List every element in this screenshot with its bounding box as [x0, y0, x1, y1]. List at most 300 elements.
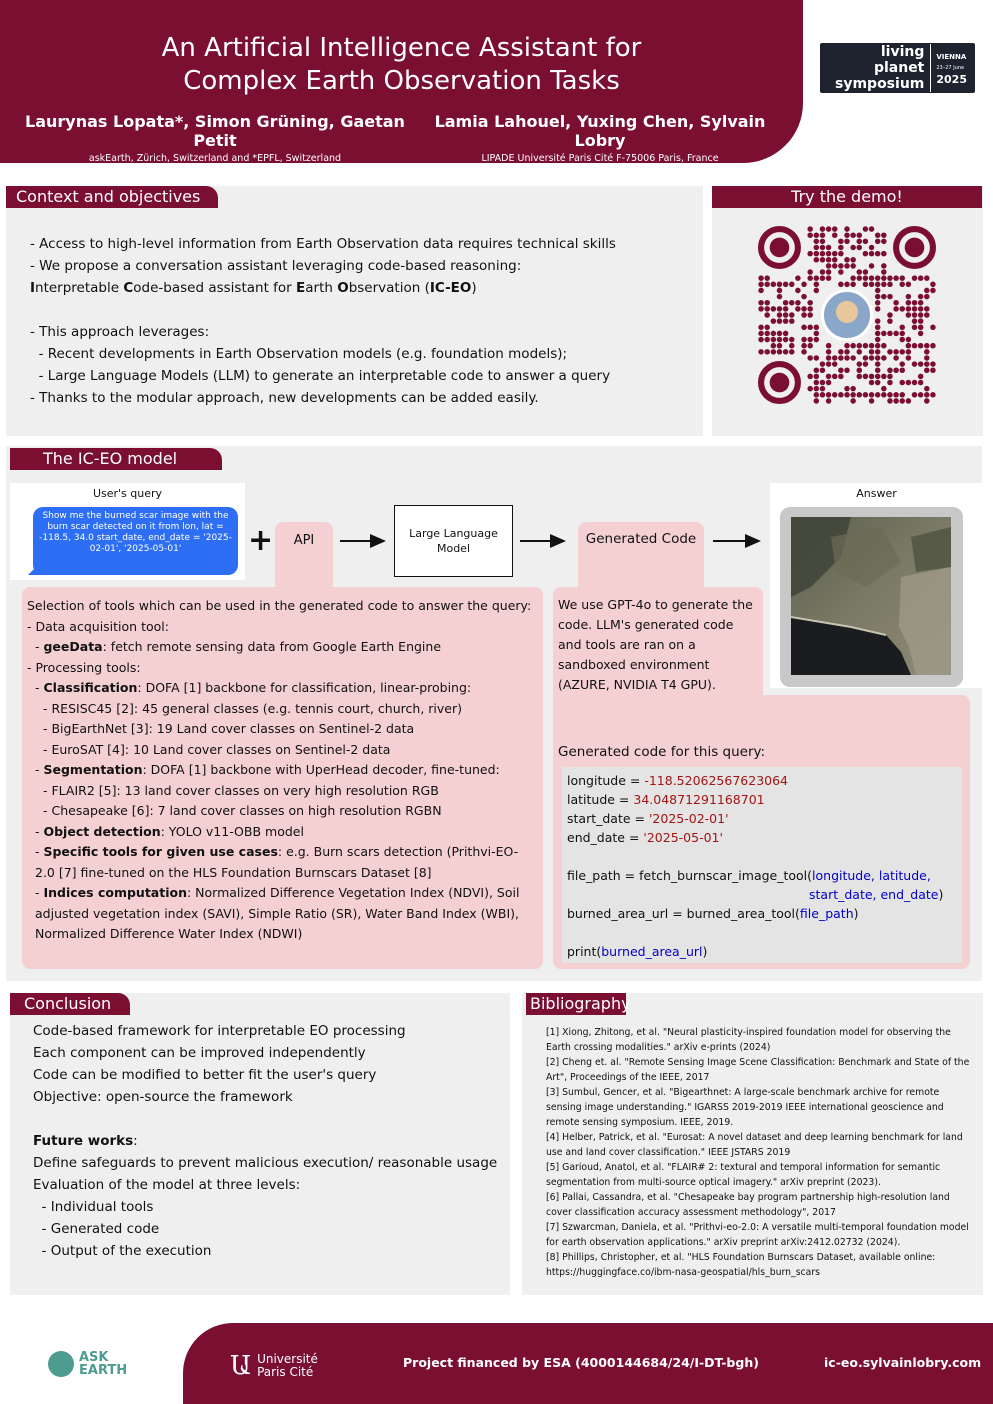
- qr-dot: [924, 306, 930, 312]
- context-line: - Recent developments in Earth Observation models (e.g. foundation models);: [30, 346, 568, 362]
- query-bubble: Show me the burned scar image with the burn scar detected on it from lon, lat = -118.5, 34.0 start_date, end_date = '2025-02-01', '2025-05-01': [33, 507, 238, 575]
- qr-dot: [764, 300, 770, 306]
- authors-right: [420, 112, 780, 164]
- qr-dot: [863, 275, 869, 281]
- qr-dot: [906, 312, 912, 318]
- qr-dot: [924, 392, 930, 398]
- qr-dot: [899, 325, 905, 331]
- qr-dot: [795, 300, 801, 306]
- qr-dot: [758, 337, 764, 343]
- qr-dot: [893, 275, 899, 281]
- qr-dot: [826, 343, 832, 349]
- qr-dot: [777, 343, 783, 349]
- upc-line-2: Paris Cité: [257, 1365, 314, 1379]
- qr-dot: [924, 398, 930, 404]
- qr-dot: [881, 232, 887, 238]
- qr-dot: [820, 239, 826, 245]
- tools-item: - Object detection: YOLO v11-OBB model: [35, 823, 304, 839]
- reference-item: [6] Pallai, Cassandra, et al. "Chesapeake bay program partnership high-resolution land cover classification accuracy assessment methodology", 2017: [546, 1192, 950, 1218]
- tools-item: - EuroSAT [4]: 10 Land cover classes on Sentinel-2 data: [43, 741, 391, 757]
- qr-dot: [783, 300, 789, 306]
- qr-dot: [893, 367, 899, 373]
- qr-dot: [857, 275, 863, 281]
- qr-dot: [857, 361, 863, 367]
- qr-dot: [764, 337, 770, 343]
- qr-dot: [863, 361, 869, 367]
- qr-dot: [844, 257, 850, 263]
- bibliography-list: [546, 1025, 974, 1280]
- qr-dot: [764, 275, 770, 281]
- ask-logo-line-2: EARTH: [79, 1363, 128, 1378]
- qr-dot: [875, 318, 881, 324]
- burn-scar-satellite-image: [791, 517, 951, 675]
- qr-dot: [881, 343, 887, 349]
- context-line: - We propose a conversation assistant leveraging code-based reasoning:: [30, 258, 522, 274]
- qr-dot: [869, 349, 875, 355]
- logo-line-2: symposium: [835, 76, 925, 92]
- qr-dot: [899, 337, 905, 343]
- authors-names-right: Lamia Lahouel, Yuxing Chen, Sylvain Lobry: [434, 112, 766, 150]
- qr-dot: [912, 300, 918, 306]
- qr-dot: [875, 374, 881, 380]
- qr-dot: [826, 275, 832, 281]
- qr-dot: [893, 398, 899, 404]
- qr-dot: [777, 288, 783, 294]
- qr-dot: [820, 251, 826, 257]
- qr-dot: [887, 380, 893, 386]
- qr-dot: [838, 245, 844, 251]
- qr-dot: [869, 275, 875, 281]
- qr-dot: [838, 263, 844, 269]
- reference-item: [5] Garioud, Anatol, et al. "FLAIR# 2: textural and temporal information for semantic segmentation from multi-source optical imagery." arXiv preprint (2023).: [546, 1162, 941, 1188]
- qr-dot: [881, 386, 887, 392]
- qr-dot: [869, 251, 875, 257]
- qr-dot: [783, 282, 789, 288]
- qr-dot: [814, 325, 820, 331]
- query-label: User's query: [92, 487, 163, 500]
- qr-dot: [801, 325, 807, 331]
- qr-dot: [869, 282, 875, 288]
- qr-dot: [887, 318, 893, 324]
- qr-dot: [881, 251, 887, 257]
- qr-dot: [777, 337, 783, 343]
- conclusion-body: [33, 1020, 503, 1262]
- qr-dot: [826, 257, 832, 263]
- qr-dot: [863, 374, 869, 380]
- qr-dot: [875, 282, 881, 288]
- qr-dot: [857, 245, 863, 251]
- project-website-link[interactable]: ic-eo.sylvainlobry.com: [824, 1355, 982, 1370]
- qr-dot: [875, 288, 881, 294]
- qr-dot: [820, 245, 826, 251]
- context-line: - This approach leverages:: [30, 324, 210, 340]
- qr-dot: [850, 398, 856, 404]
- qr-dot: [924, 343, 930, 349]
- qr-dot: [930, 325, 936, 331]
- title-line-1: An Artificial Intelligence Assistant for: [161, 33, 642, 63]
- qr-dot: [801, 349, 807, 355]
- qr-dot: [887, 331, 893, 337]
- upc-line-1: Université: [257, 1352, 318, 1366]
- qr-dot: [771, 318, 777, 324]
- qr-dot: [899, 349, 905, 355]
- qr-dot: [844, 349, 850, 355]
- tools-item: - geeData: fetch remote sensing data from Google Earth Engine: [35, 639, 442, 654]
- qr-dot: [771, 343, 777, 349]
- qr-dot: [887, 392, 893, 398]
- code-title: Generated code for this query:: [558, 744, 766, 760]
- qr-dot: [801, 294, 807, 300]
- qr-dot: [899, 306, 905, 312]
- qr-dot: [826, 269, 832, 275]
- reference-item: [7] Szwarcman, Daniela, et al. "Prithvi-eo-2.0: A versatile multi-temporal foundation model for earth observation applications." arXiv preprint arXiv:2412.02732 (2024).: [546, 1222, 969, 1248]
- qr-dot: [930, 282, 936, 288]
- qr-dot: [899, 380, 905, 386]
- affiliation-left: askEarth, Zürich, Switzerland and *EPFL, Switzerland: [88, 153, 342, 164]
- generated-code-box: Generated Code: [578, 522, 704, 597]
- conclusion-line: Code can be modified to better fit the user's query: [33, 1067, 377, 1083]
- reference-item: [2] Cheng et. al. "Remote Sensing Image Scene Classification: Benchmark and State of the Art", Proceedings of the IEEE, 2017: [546, 1057, 970, 1083]
- qr-dot: [893, 349, 899, 355]
- code-line: burned_area_url = burned_area_tool(file_path): [567, 906, 859, 921]
- qr-dot: [758, 288, 764, 294]
- conclusion-line: Objective: open-source the framework: [33, 1089, 293, 1105]
- living-planet-symposium-logo: [820, 43, 975, 93]
- qr-dot: [881, 374, 887, 380]
- qr-dot: [899, 282, 905, 288]
- llm-line-1: Large Language: [409, 527, 498, 540]
- qr-dot: [764, 325, 770, 331]
- code-line: latitude = 34.04871291168701: [567, 792, 765, 807]
- qr-dot: [838, 392, 844, 398]
- generated-code-listing: [567, 771, 957, 961]
- code-line: start_date = '2025-02-01': [567, 811, 729, 826]
- qr-dot: [838, 374, 844, 380]
- globe-icon: [48, 1351, 74, 1377]
- qr-dot: [814, 282, 820, 288]
- qr-dot: [807, 355, 813, 361]
- qr-dot: [783, 349, 789, 355]
- qr-dot: [777, 349, 783, 355]
- upc-mark-icon: Ա: [230, 1351, 252, 1381]
- qr-dot: [814, 331, 820, 337]
- qr-dot: [912, 325, 918, 331]
- qr-dot: [887, 367, 893, 373]
- qr-dot: [857, 343, 863, 349]
- qr-dot: [850, 282, 856, 288]
- qr-dot: [814, 257, 820, 263]
- qr-dot: [832, 355, 838, 361]
- qr-dot: [869, 226, 875, 232]
- qr-dot: [857, 392, 863, 398]
- qr-dot: [924, 275, 930, 281]
- qr-dot: [838, 367, 844, 373]
- qr-dot: [832, 374, 838, 380]
- qr-dot: [771, 306, 777, 312]
- qr-dot: [906, 337, 912, 343]
- qr-dot: [807, 251, 813, 257]
- qr-dot: [758, 349, 764, 355]
- qr-dot: [912, 312, 918, 318]
- tools-intro: Selection of tools which can be used in the generated code to answer the query:: [27, 598, 532, 613]
- arrow-right-icon: [340, 540, 384, 542]
- qr-dot: [887, 312, 893, 318]
- qr-dot: [887, 294, 893, 300]
- qr-dot: [869, 263, 875, 269]
- future-line: Evaluation of the model at three levels:: [33, 1177, 301, 1193]
- qr-dot: [844, 282, 850, 288]
- qr-dot: [826, 361, 832, 367]
- future-line: - Generated code: [33, 1221, 160, 1237]
- context-body: [30, 233, 690, 409]
- qr-dot: [918, 361, 924, 367]
- qr-dot: [789, 318, 795, 324]
- bibliography-tab: Bibliography: [526, 993, 626, 1015]
- demo-tab: Try the demo!: [712, 186, 982, 208]
- qr-dot: [832, 251, 838, 257]
- qr-dot: [881, 294, 887, 300]
- qr-dot: [795, 275, 801, 281]
- qr-dot: [844, 263, 850, 269]
- qr-dot: [875, 392, 881, 398]
- qr-dot: [863, 355, 869, 361]
- qr-dot: [820, 232, 826, 238]
- future-line: - Output of the execution: [33, 1243, 212, 1259]
- code-line: file_path = fetch_burnscar_image_tool(longitude, latitude,: [567, 868, 931, 883]
- qr-dot: [814, 386, 820, 392]
- qr-dot: [869, 245, 875, 251]
- qr-dot: [758, 331, 764, 337]
- qr-dot: [838, 282, 844, 288]
- qr-code[interactable]: [758, 226, 936, 404]
- qr-dot: [918, 331, 924, 337]
- qr-dot: [814, 374, 820, 380]
- qr-dot: [924, 361, 930, 367]
- title-line-2: Complex Earth Observation Tasks: [183, 66, 620, 96]
- qr-dot: [869, 392, 875, 398]
- qr-dot: [844, 392, 850, 398]
- qr-dot: [758, 325, 764, 331]
- qr-dot: [906, 380, 912, 386]
- qr-dot: [844, 355, 850, 361]
- qr-dot: [807, 343, 813, 349]
- llm-box: [394, 505, 513, 577]
- qr-dot: [832, 392, 838, 398]
- qr-dot: [777, 331, 783, 337]
- qr-dot: [820, 392, 826, 398]
- qr-dot: [850, 232, 856, 238]
- qr-dot: [814, 232, 820, 238]
- qr-dot: [783, 331, 789, 337]
- authors-names-left: Laurynas Lopata*, Simon Grüning, Gaetan Petit: [25, 112, 405, 150]
- qr-dot: [875, 331, 881, 337]
- qr-dot: [918, 392, 924, 398]
- qr-dot: [820, 269, 826, 275]
- tools-item: - RESISC45 [2]: 45 general classes (e.g. tennis court, church, river): [43, 700, 462, 716]
- qr-dot: [814, 337, 820, 343]
- qr-dot: [758, 275, 764, 281]
- qr-dot: [930, 361, 936, 367]
- qr-dot: [930, 343, 936, 349]
- qr-dot: [832, 257, 838, 263]
- qr-dot: [924, 312, 930, 318]
- qr-dot: [893, 355, 899, 361]
- qr-dot: [777, 312, 783, 318]
- qr-dot: [918, 343, 924, 349]
- tools-item: - Data acquisition tool:: [27, 618, 169, 634]
- qr-dot: [801, 312, 807, 318]
- logo-dates: 23–27 June: [936, 64, 965, 71]
- qr-dot: [869, 380, 875, 386]
- icep-definition: Interpretable Code-based assistant for Earth Observation (IC-EO): [30, 280, 477, 296]
- qr-dot: [893, 306, 899, 312]
- qr-dot: [857, 367, 863, 373]
- gpt-description: We use GPT-4o to generate the code. LLM's generated code and tools are ran on a sandboxed environment (AZURE, NVIDIA T4 GPU).: [558, 597, 753, 692]
- qr-dot: [826, 263, 832, 269]
- qr-dot: [918, 374, 924, 380]
- tools-item: - Specific tools for given use cases: e.g. Burn scars detection (Prithvi-EO-2.0 [7] fine-tuned on the HLS Foundation Burnscars Dataset [8]: [35, 844, 519, 880]
- qr-dot: [789, 282, 795, 288]
- qr-dot: [918, 325, 924, 331]
- qr-dot: [875, 325, 881, 331]
- qr-dot: [906, 349, 912, 355]
- qr-dot: [912, 306, 918, 312]
- qr-dot: [758, 300, 764, 306]
- qr-dot: [863, 343, 869, 349]
- qr-dot: [875, 355, 881, 361]
- qr-dot: [832, 263, 838, 269]
- qr-dot: [771, 337, 777, 343]
- tools-item: - Classification: DOFA [1] backbone for classification, linear-probing:: [35, 680, 472, 695]
- tools-item: - Processing tools:: [27, 659, 141, 675]
- future-works-title: Future works:: [33, 1133, 138, 1149]
- qr-dot: [918, 312, 924, 318]
- qr-dot: [783, 318, 789, 324]
- qr-dot: [906, 398, 912, 404]
- qr-dot: [801, 337, 807, 343]
- qr-dot: [918, 380, 924, 386]
- qr-dot: [875, 343, 881, 349]
- qr-dot: [771, 349, 777, 355]
- code-line: start_date, end_date): [809, 887, 944, 902]
- qr-dot: [789, 349, 795, 355]
- qr-dot: [930, 288, 936, 294]
- qr-dot: [887, 374, 893, 380]
- qr-dot: [801, 343, 807, 349]
- qr-dot: [764, 312, 770, 318]
- qr-dot: [912, 392, 918, 398]
- qr-dot: [764, 331, 770, 337]
- qr-dot: [875, 251, 881, 257]
- reference-item: [1] Xiong, Zhitong, et al. "Neural plasticity-inspired foundation model for observing the Earth crossing modalities." arXiv e-prints (2024): [546, 1027, 951, 1053]
- qr-dot: [820, 257, 826, 263]
- qr-dot: [869, 374, 875, 380]
- qr-dot: [887, 282, 893, 288]
- qr-dot: [807, 325, 813, 331]
- qr-dot: [875, 294, 881, 300]
- code-line: longitude = -118.52062567623064: [567, 773, 789, 788]
- ask-logo-line-1: ASK: [79, 1350, 109, 1365]
- qr-dot: [789, 312, 795, 318]
- qr-dot: [906, 294, 912, 300]
- qr-dot: [764, 282, 770, 288]
- qr-dot: [912, 275, 918, 281]
- future-line: Define safeguards to prevent malicious execution/ reasonable usage: [33, 1155, 498, 1171]
- qr-dot: [875, 349, 881, 355]
- qr-dot: [789, 337, 795, 343]
- qr-dot: [814, 367, 820, 373]
- qr-dot: [906, 282, 912, 288]
- qr-dot: [783, 337, 789, 343]
- qr-dot: [820, 367, 826, 373]
- qr-dot: [826, 355, 832, 361]
- qr-dot: [924, 386, 930, 392]
- qr-dot: [899, 398, 905, 404]
- funding-note: Project financed by ESA (4000144684/24/I-DT-bgh): [403, 1355, 759, 1370]
- qr-dot: [924, 294, 930, 300]
- qr-dot: [924, 349, 930, 355]
- qr-dot: [850, 355, 856, 361]
- qr-dot: [795, 306, 801, 312]
- qr-dot: [881, 282, 887, 288]
- conclusion-line: Each component can be improved independently: [33, 1045, 366, 1061]
- qr-dot: [881, 239, 887, 245]
- qr-dot: [783, 312, 789, 318]
- qr-dot: [820, 226, 826, 232]
- qr-dot: [807, 312, 813, 318]
- qr-dot: [844, 226, 850, 232]
- tools-list: [27, 596, 537, 945]
- qr-dot: [826, 398, 832, 404]
- qr-dot: [814, 355, 820, 361]
- qr-dot: [764, 306, 770, 312]
- qr-dot: [918, 294, 924, 300]
- qr-dot: [899, 275, 905, 281]
- qr-dot: [875, 300, 881, 306]
- qr-dot: [918, 306, 924, 312]
- qr-dot: [832, 226, 838, 232]
- qr-dot: [857, 374, 863, 380]
- qr-dot: [863, 269, 869, 275]
- qr-dot: [893, 300, 899, 306]
- qr-dot: [820, 275, 826, 281]
- qr-dot: [887, 398, 893, 404]
- qr-dot: [912, 380, 918, 386]
- qr-dot: [906, 306, 912, 312]
- qr-dot: [814, 392, 820, 398]
- answer-label: Answer: [856, 487, 897, 500]
- llm-line-2: Model: [436, 542, 470, 555]
- qr-dot: [844, 367, 850, 373]
- qr-dot: [801, 282, 807, 288]
- qr-dot: [899, 367, 905, 373]
- qr-dot: [789, 300, 795, 306]
- qr-dot: [875, 380, 881, 386]
- qr-dot: [777, 282, 783, 288]
- qr-dot: [863, 239, 869, 245]
- qr-dot: [850, 263, 856, 269]
- qr-dot: [906, 343, 912, 349]
- context-line: - Thanks to the modular approach, new developments can be added easily.: [30, 390, 539, 406]
- qr-dot: [820, 386, 826, 392]
- qr-dot: [807, 275, 813, 281]
- qr-dot: [887, 275, 893, 281]
- qr-dot: [771, 282, 777, 288]
- plus-sign: +: [248, 523, 274, 558]
- qr-dot: [906, 355, 912, 361]
- qr-dot: [832, 232, 838, 238]
- qr-dot: [807, 306, 813, 312]
